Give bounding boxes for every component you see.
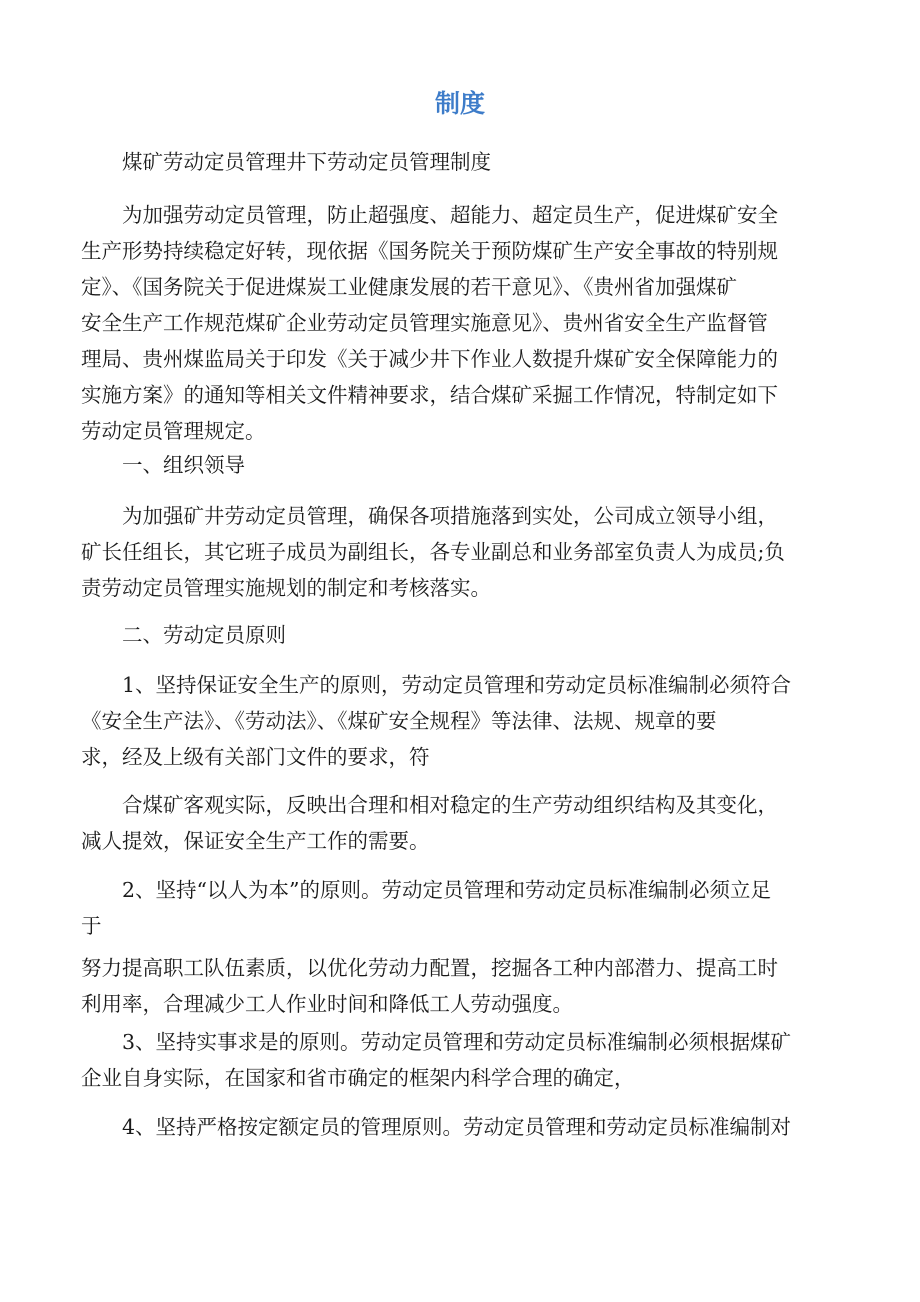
section1-paragraph (81, 498, 841, 606)
text-line: 利用率，合理减少工人作业时间和降低工人劳动强度。 (81, 992, 573, 1016)
document-subtitle (81, 144, 841, 180)
subtitle-line: 煤矿劳动定员管理井下劳动定员管理制度 (122, 150, 491, 174)
text-line: 生产形势持续稳定好转，现依据《国务院关于预防煤矿生产安全事故的特别规 (81, 239, 778, 263)
principle-item-4 (81, 1109, 841, 1145)
text-line: 1、坚持保证安全生产的原则，劳动定员管理和劳动定员标准编制必须符合 (122, 673, 792, 697)
text-line: 3、坚持实事求是的原则。劳动定员管理和劳动定员标准编制必须根据煤矿 (122, 1030, 792, 1054)
text-line: 定》、《国务院关于促进煤炭工业健康发展的若干意见》、《贵州省加强煤矿 (81, 275, 737, 299)
text-line: 理局、贵州煤监局关于印发《关于减少井下作业人数提升煤矿安全保障能力的 (81, 347, 778, 371)
section-heading-principles (81, 617, 841, 653)
text-line: 于 (81, 914, 102, 938)
text-line: 矿长任组长，其它班子成员为副组长，各专业副总和业务部室负责人为成员;负 (81, 540, 785, 564)
principle-item-3 (81, 1024, 841, 1096)
heading-line: 一、组织领导 (122, 453, 245, 477)
text-line: 安全生产工作规范煤矿企业劳动定员管理实施意见》、贵州省安全生产监督管 (81, 311, 768, 335)
text-line: 企业自身实际，在国家和省市确定的框架内科学合理的确定， (81, 1066, 635, 1090)
text-line: 为加强劳动定员管理，防止超强度、超能力、超定员生产，促进煤矿安全 (122, 203, 778, 227)
heading-line: 二、劳动定员原则 (122, 623, 286, 647)
text-line: 《安全生产法》、《劳动法》、《煤矿安全规程》等法律、法规、规章的要 (81, 709, 717, 733)
text-line: 努力提高职工队伍素质，以优化劳动力配置，挖掘各工种内部潜力、提高工时 (81, 956, 778, 980)
principle-item-1 (81, 667, 841, 775)
text-line: 责劳动定员管理实施规划的制定和考核落实。 (81, 576, 491, 600)
intro-paragraph (81, 197, 841, 449)
text-line: 2、坚持“以人为本”的原则。劳动定员管理和劳动定员标准编制必须立足 (122, 878, 772, 902)
text-line: 减人提效，保证安全生产工作的需要。 (81, 829, 430, 853)
section-heading-organization (81, 447, 841, 483)
text-line: 劳动定员管理规定。 (81, 419, 266, 443)
text-line: 为加强矿井劳动定员管理，确保各项措施落到实处，公司成立领导小组， (122, 504, 778, 528)
text-line: 实施方案》的通知等相关文件精神要求，结合煤矿采掘工作情况，特制定如下 (81, 383, 778, 407)
text-line: 4、坚持严格按定额定员的管理原则。劳动定员管理和劳动定员标准编制对 (122, 1115, 792, 1139)
page-title: 制度 (434, 89, 485, 118)
text-line: 合煤矿客观实际，反映出合理和相对稳定的生产劳动组织结构及其变化， (122, 793, 778, 817)
text-line: 求，经及上级有关部门文件的要求，符 (81, 745, 430, 769)
principle-item-2 (81, 872, 841, 1022)
principle-item-1-continued (81, 787, 841, 859)
